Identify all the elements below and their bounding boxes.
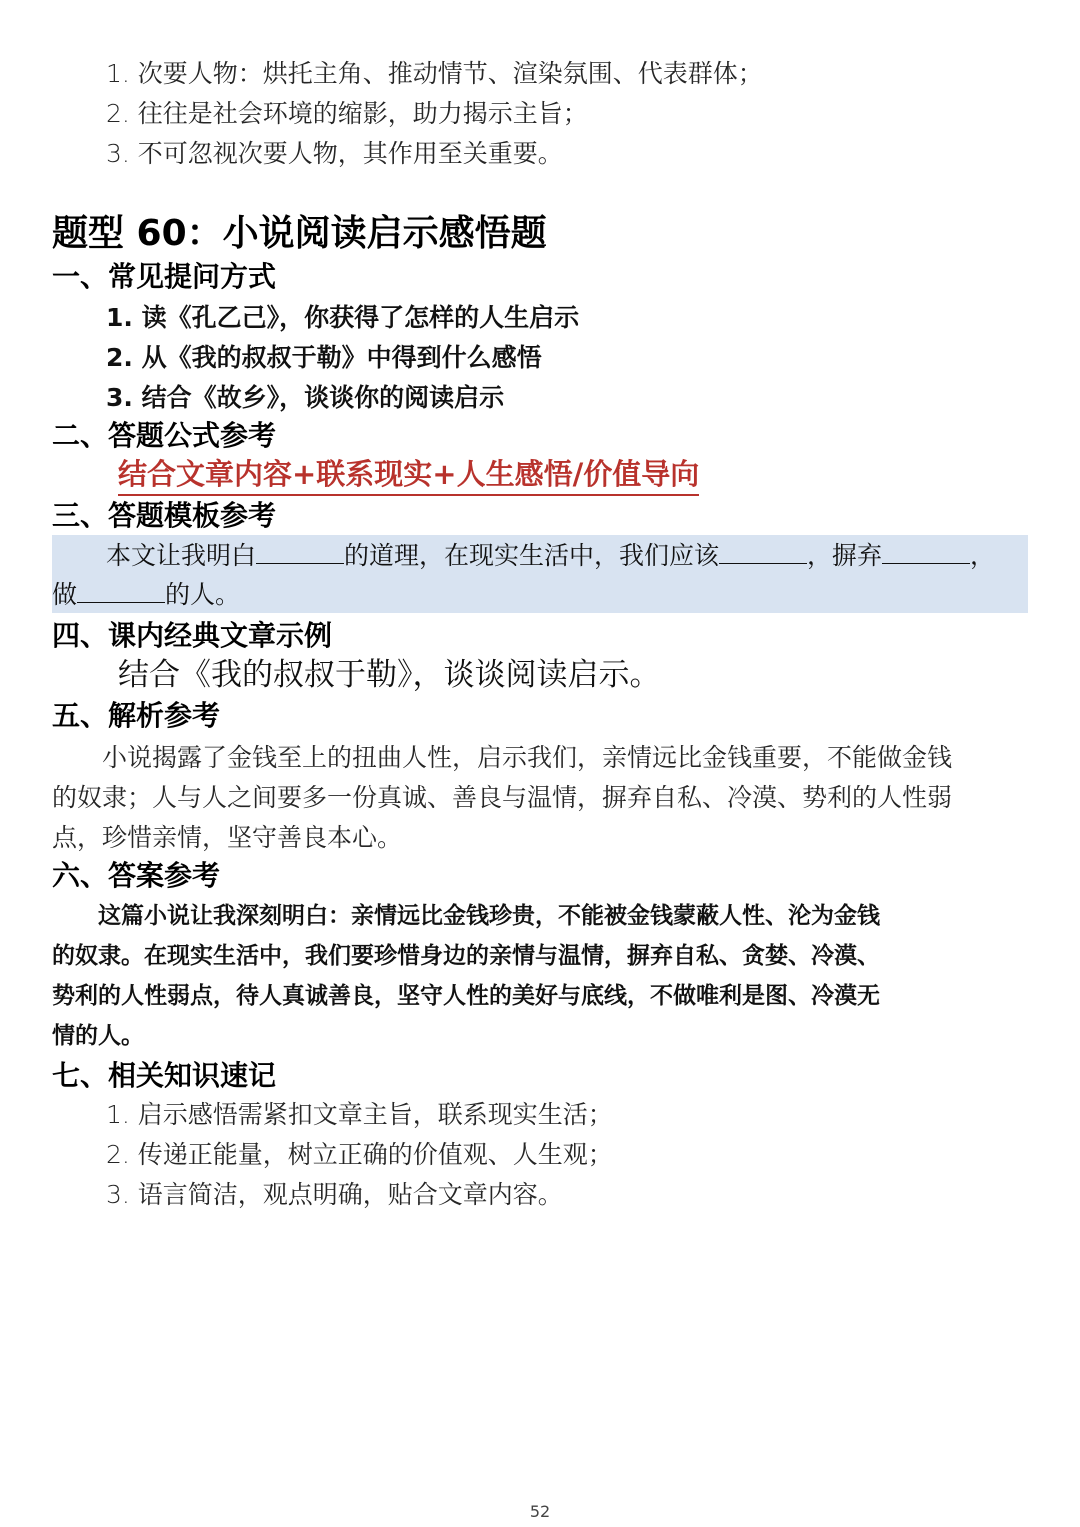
analysis-line: 的奴隶；人与人之间要多一份真诚、善良与温情，摒弃自私、冷漠、势利的人性弱 [52, 783, 953, 812]
template-blank-2 [719, 539, 807, 564]
template-line-2 [52, 577, 240, 613]
section-heading-5: 五、解析参考 [52, 699, 221, 732]
answer-line: 这篇小说让我深刻明白：亲情远比金钱珍贵，不能被金钱蒙蔽人性、沦为金钱 [52, 902, 880, 929]
template-text-6: 的人。 [165, 580, 241, 609]
prev-list-item-3: 3. 不可忽视次要人物，其作用至关重要。 [106, 139, 563, 168]
knowledge-item-3: 3. 语言简洁，观点明确，贴合文章内容。 [106, 1180, 563, 1209]
prev-list-item-2: 2. 往往是社会环境的缩影，助力揭示主旨； [106, 99, 588, 128]
prev-list-item-1: 1. 次要人物：烘托主角、推动情节、渲染氛围、代表群体； [106, 59, 763, 88]
analysis-line: 点，珍惜亲情，坚守善良本心。 [52, 823, 403, 852]
template-text-1: 本文让我明白 [106, 541, 257, 570]
section-heading-1: 一、常见提问方式 [52, 260, 277, 293]
template-text-4: ， [970, 541, 996, 570]
analysis-paragraph [52, 738, 1028, 858]
answer-paragraph [52, 896, 1028, 1056]
question-item-2: 2. 从《我的叔叔于勒》中得到什么感悟 [106, 343, 542, 372]
page-title: 题型 60：小说阅读启示感悟题 [52, 213, 547, 254]
analysis-line: 小说揭露了金钱至上的扭曲人性，启示我们，亲情远比金钱重要，不能做金钱 [52, 743, 953, 772]
answer-line: 的奴隶。在现实生活中，我们要珍惜身边的亲情与温情，摒弃自私、贪婪、冷漠、 [52, 942, 880, 969]
section-heading-4: 四、课内经典文章示例 [52, 619, 333, 652]
template-text-3: ，摒弃 [807, 541, 883, 570]
example-question: 结合《我的叔叔于勒》，谈谈阅读启示。 [118, 657, 661, 693]
template-blank-1 [256, 539, 344, 564]
question-item-3: 3. 结合《故乡》，谈谈你的阅读启示 [106, 383, 505, 412]
section-heading-2: 二、答题公式参考 [52, 419, 277, 452]
knowledge-item-1: 1. 启示感悟需紧扣文章主旨，联系现实生活； [106, 1100, 613, 1129]
template-text-2: 的道理，在现实生活中，我们应该 [344, 541, 720, 570]
section-heading-6: 六、答案参考 [52, 859, 221, 892]
answer-formula: 结合文章内容+联系现实+人生感悟/价值导向 [118, 454, 699, 496]
answer-line: 势利的人性弱点，待人真诚善良，坚守人性的美好与底线，不做唯利是图、冷漠无 [52, 982, 880, 1009]
section-heading-3: 三、答题模板参考 [52, 499, 277, 532]
template-text-5: 做 [52, 580, 78, 609]
template-line-1 [106, 538, 995, 574]
template-blank-4 [77, 578, 165, 603]
question-item-1: 1. 读《孔乙己》，你获得了怎样的人生启示 [106, 303, 580, 332]
page-number: 52 [529, 1502, 551, 1521]
knowledge-item-2: 2. 传递正能量，树立正确的价值观、人生观； [106, 1140, 613, 1169]
section-heading-7: 七、相关知识速记 [52, 1059, 277, 1092]
template-blank-3 [882, 539, 970, 564]
answer-template-box [52, 535, 1028, 613]
answer-line: 情的人。 [52, 1022, 144, 1049]
